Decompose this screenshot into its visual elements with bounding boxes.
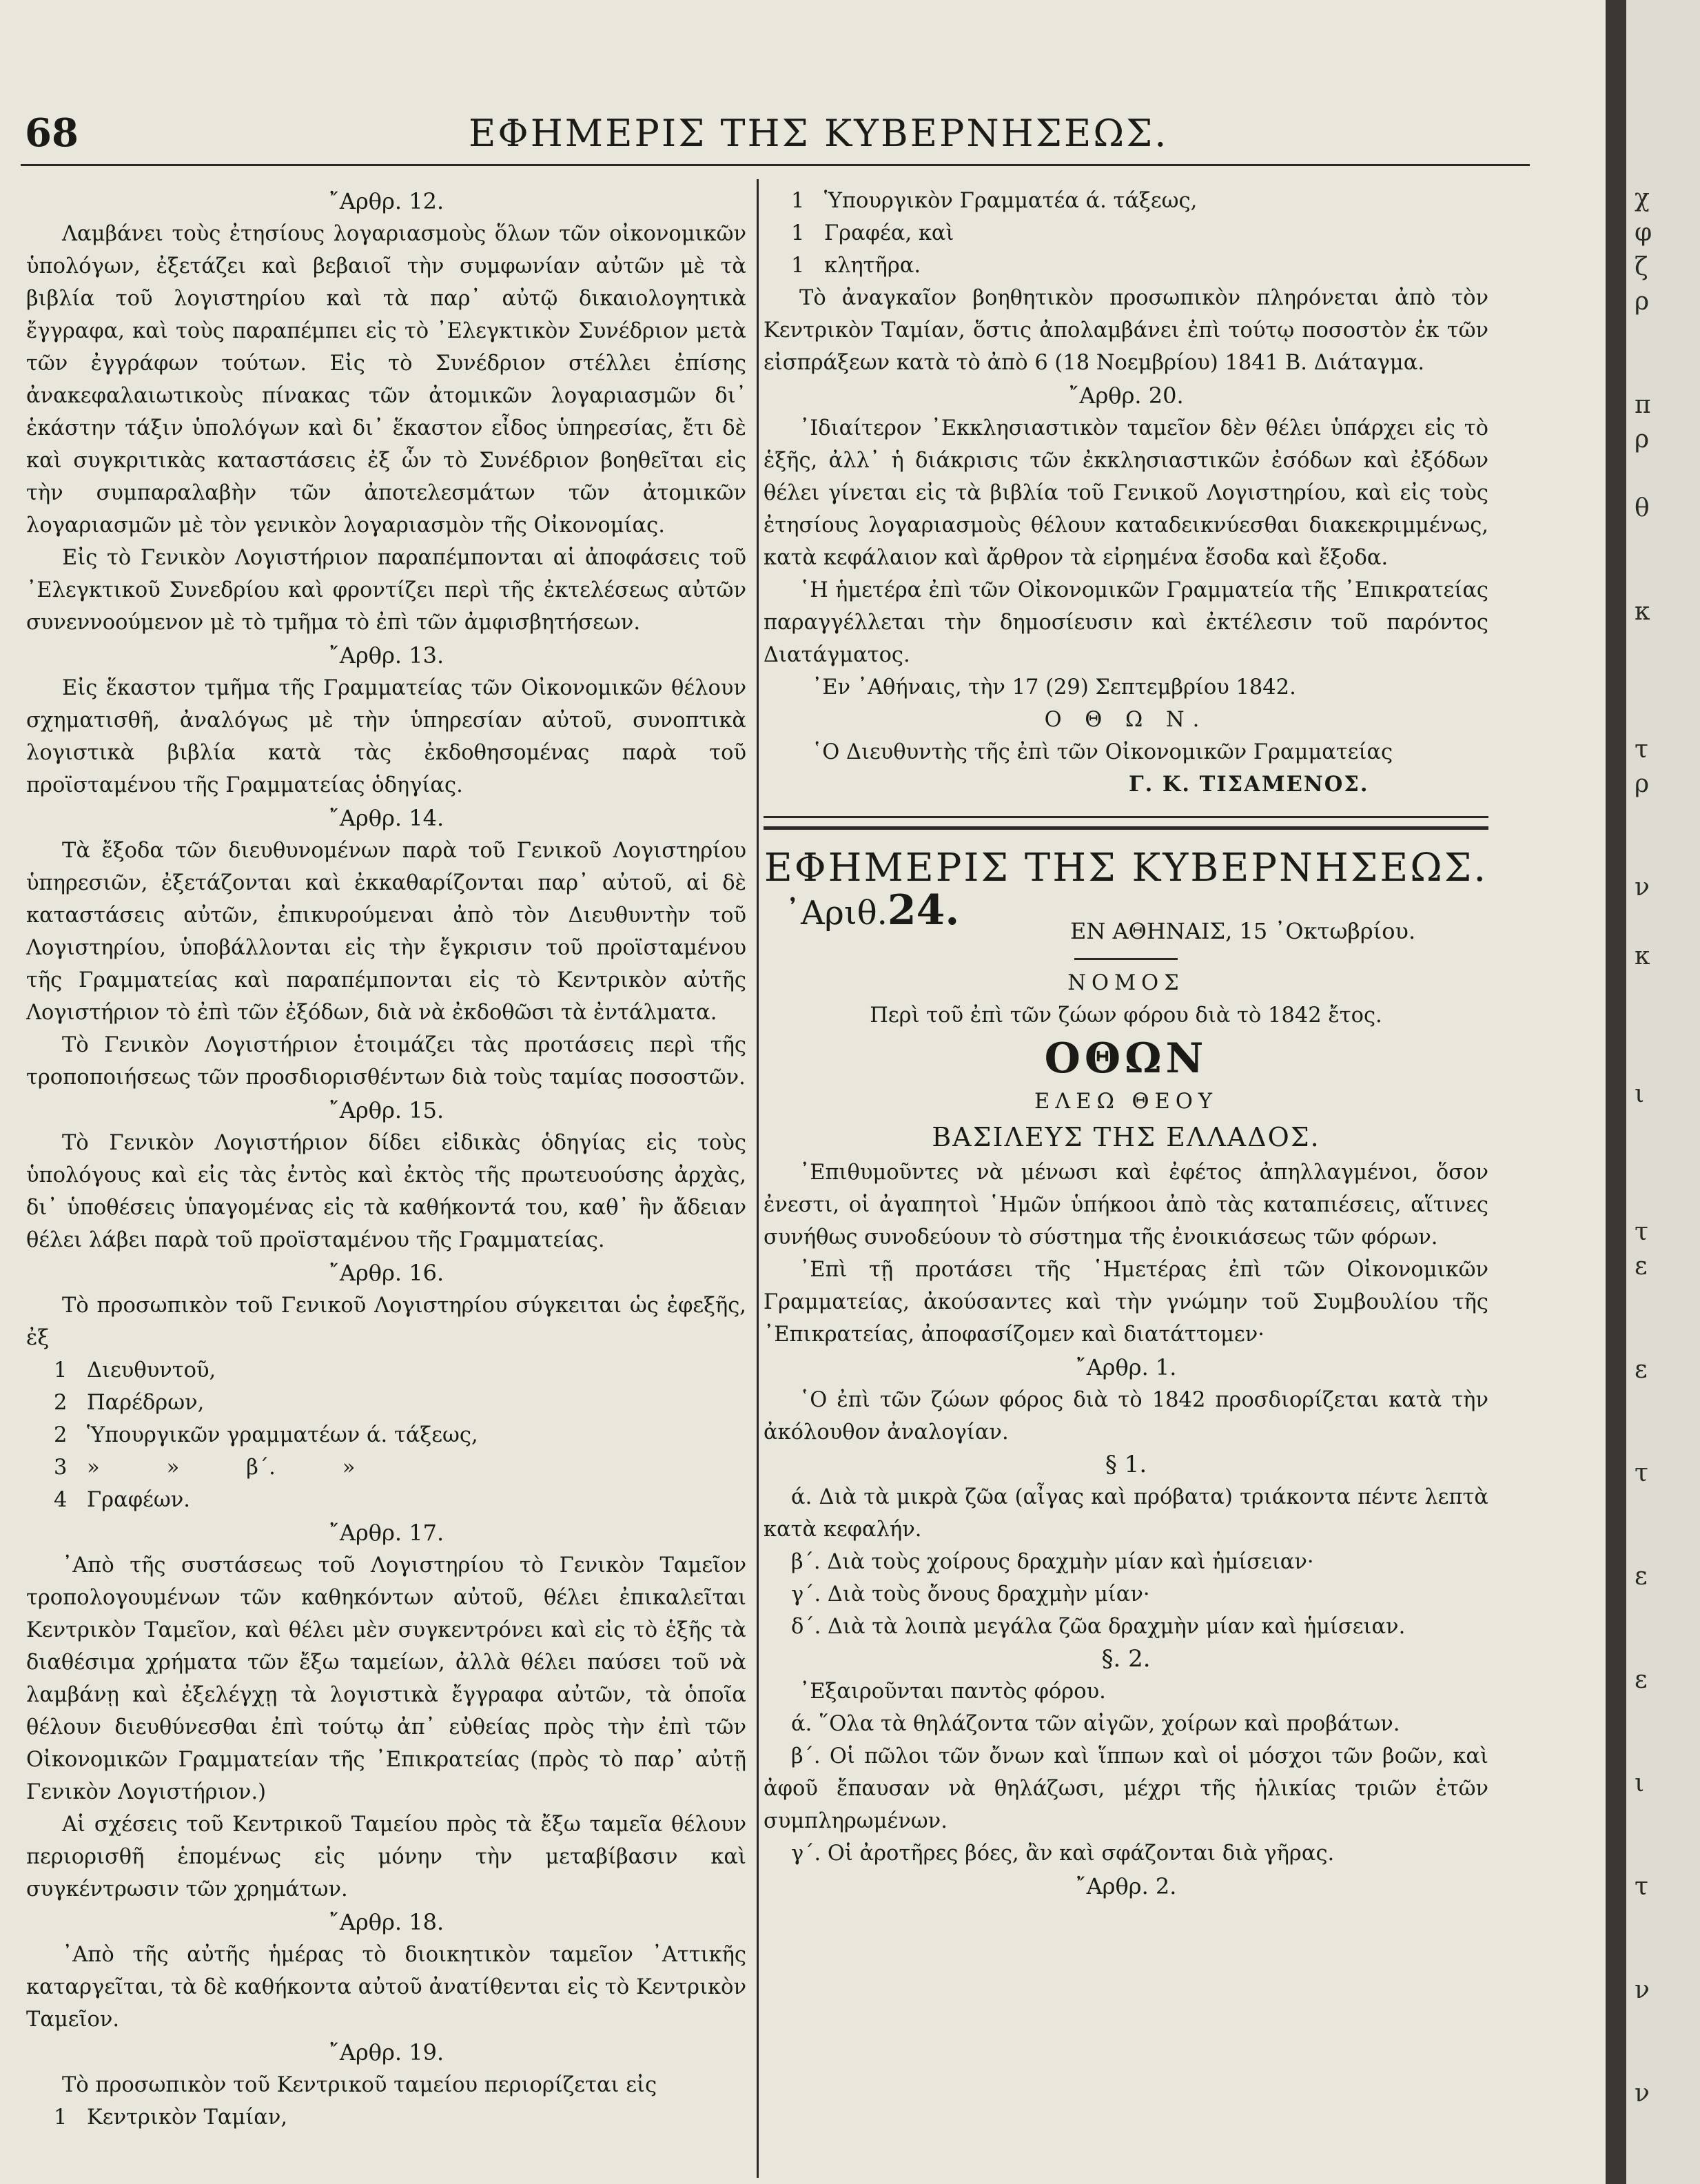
list-count: 1 <box>791 189 805 213</box>
text-fragment: ν <box>1635 1976 1650 2004</box>
article-heading: ῎Αρθρ. 1. <box>1075 1354 1177 1380</box>
list-count: 1 <box>54 1358 68 1382</box>
paragraph: Εἰς τὸ Γενικὸν Λογιστήριον παραπέμπονται αἱ ἀποφάσεις τοῦ ᾽Ελεγκτικοῦ Συνεδρίου καὶ φροντίζει περὶ τῆς ἐκτελέσεως αὐτῶν συνεννοούμενον μὲ τὸ τμῆμα τὸ ἐπὶ τῶν ἀμφισβητήσεων. <box>26 546 746 635</box>
article-heading: ῎Αρθρ. 15. <box>328 1097 444 1123</box>
list-item: ά. Διὰ τὰ μικρὰ ζῶα (αἶγας καὶ πρόβατα) τριάκοντα πέντε λεπτὰ κατὰ κεφαλήν. <box>764 1485 1488 1542</box>
article-heading: ῎Αρθρ. 12. <box>328 188 444 214</box>
list-count: 1 <box>791 254 805 278</box>
paragraph: Λαμβάνει τοὺς ἐτησίους λογαριασμοὺς ὅλων τῶν οἰκονομικῶν ὑπολόγων, ἐξετάζει καὶ βεβαιοῖ τὴν συμφωνίαν αὐτῶν μὲ τὰ βιβλία τοῦ λογιστηρίου καὶ τὰ παρ᾽ αὐτῷ δικαιολογητικὰ ἔγγραφα, καὶ τοὺς παραπέμπει εἰς τὸ ᾽Ελεγκτικὸν Συνέδριον μετὰ τῶν ἐγγράφων τούτων. Εἰς τὸ Συνέδριον στέλλει ἐπίσης ἀνακεφαλαιωτικοὺς πίνακας τῶν ἀτομικῶν λογαριασμῶν δι᾽ ἑκάστην τάξιν ὑπολόγων καὶ δι᾽ ἕκαστον εἶδος ὑπηρεσίας, ἔτι δὲ καὶ συγκριτικὰς καταστάσεις ἐξ ὧν τὸ Συνέδριον βοηθεῖται εἰς τὴν συμπαραλαβὴν τῶν ἀποτελεσμάτων τῶν ἀτομικῶν λογαριασμῶν μὲ τὸν γενικὸν λογαριασμὸν τῆς Οἰκονομίας. <box>26 222 746 538</box>
preamble: ᾽Επὶ τῇ προτάσει τῆς ῾Ημετέρας ἐπὶ τῶν Οἰκονομικῶν Γραμματείας, ἀκούσαντες καὶ τὴν γνώμην τοῦ Συμβουλίου τῆς ᾽Επικρατείας, ἀποφασίζομεν καὶ διατάττομεν· <box>764 1258 1488 1347</box>
article-heading: ῎Αρθρ. 13. <box>328 642 444 669</box>
paragraph: Τὸ Γενικὸν Λογιστήριον ἑτοιμάζει τὰς προτάσεις περὶ τῆς τροποποιήσεως τῶν προσδιορισθέντων διὰ τοὺς ταμίας ποσοστῶν. <box>26 1033 746 1090</box>
list-item <box>54 1451 746 1484</box>
list-item <box>54 1419 746 1451</box>
paragraph: ῾Η ἡμετέρα ἐπὶ τῶν Οἰκονομικῶν Γραμματεία τῆς ᾽Επικρατείας παραγγέλλεται τὴν δημοσίευσιν καὶ ἐκτέλεσιν τοῦ παρόντος Διατάγματος. <box>764 578 1488 667</box>
article-heading: ῎Αρθρ. 14. <box>328 805 444 831</box>
paragraph: ᾽Απὸ τῆς αὐτῆς ἡμέρας τὸ διοικητικὸν ταμεῖον ᾽Αττικῆς καταργεῖται, τὰ δὲ καθήκοντα αὐτοῦ ἀνατίθενται εἰς τὸ Κεντρικὸν Ταμεῖον. <box>26 1943 746 2032</box>
article-heading: ῎Αρθρ. 20. <box>1068 382 1184 409</box>
list-count: 1 <box>791 221 805 245</box>
list-item <box>54 1484 746 1516</box>
list-text: Γραφέα, καὶ <box>824 221 954 245</box>
list-item: γ΄. Διὰ τοὺς ὄνους δραχμὴν μίαν· <box>791 1582 1150 1606</box>
list-count: 4 <box>54 1488 68 1512</box>
section-double-rule <box>764 816 1488 830</box>
list-text: Ὑπουργικὸν Γραμματέα ά. τάξεως, <box>824 189 1198 213</box>
text-fragment: θ <box>1635 494 1650 522</box>
article-heading: ῎Αρθρ. 16. <box>328 1260 444 1286</box>
paragraph: Τὰ ἔξοδα τῶν διευθυνομένων παρὰ τοῦ Γενικοῦ Λογιστηρίου ὑπηρεσιῶν, ἐξετάζονται καὶ ἐκκαθαρίζονται παρ᾽ αὐτοῦ, αἱ δὲ καταστάσεις αὐτῶν, ἐπικυρούμεναι ἀπὸ τὸν Διευθυντὴν τοῦ Λογιστηρίου, ὑποβάλλονται εἰς τὴν ἔγκρισιν τοῦ προϊσταμένου τῆς Γραμματείας καὶ παραπέμπονται εἰς τὸ Κεντρικὸν αὐτῆς Λογιστήριον τὸ ἐπὶ τῶν ἐξόδων, διὰ νὰ ἐκδοθῶσι τὰ ἐντάλματα. <box>26 839 746 1025</box>
left-column <box>26 185 746 2134</box>
next-page-edge <box>1626 0 1700 2184</box>
text-fragment: φ <box>1635 218 1652 247</box>
page-number: 68 <box>25 110 79 156</box>
list-item <box>791 217 1488 249</box>
text-fragment: τ <box>1635 1459 1648 1487</box>
paragraph: Εἰς ἕκαστον τμῆμα τῆς Γραμματείας τῶν Οἰκονομικῶν θέλουν σχηματισθῆ, ἀναλόγως μὲ τὴν ὑπηρεσίαν αὐτοῦ, συνοπτικὰ λογιστικὰ βιβλία κατὰ τὰς ἐκδοθησομένας παρὰ τοῦ προϊσταμένου τῆς Γραμματείας ὁδηγίας. <box>26 676 746 797</box>
paragraph: ῾Ο ἐπὶ τῶν ζώων φόρος διὰ τὸ 1842 προσδιορίζεται κατὰ τὴν ἀκόλουθον ἀναλογίαν. <box>764 1388 1488 1445</box>
issue-number <box>784 886 960 935</box>
text-fragment: ρ <box>1635 770 1650 798</box>
list-item: γ΄. Οἱ ἀροτῆρες βόες, ἂν καὶ σφάζονται διὰ γῆρας. <box>791 1841 1335 1866</box>
list-item <box>54 1387 746 1419</box>
text-fragment: ι <box>1635 1769 1645 1797</box>
king-name: ΟΘΩΝ <box>1044 1034 1208 1083</box>
list-item: β΄. Οἱ πῶλοι τῶν ὄνων καὶ ἵππων καὶ οἱ μόσχοι τῶν βοῶν, καὶ ἀφοῦ ἔπαυσαν νὰ θηλάζωσι, μέχρι τῆς ἡλικίας τριῶν ἐτῶν συμπληρωμένων. <box>764 1744 1488 1833</box>
section-heading: § 1. <box>1105 1451 1147 1478</box>
list-item <box>54 2101 746 2134</box>
header-rule <box>21 164 1530 166</box>
text-fragment: ρ <box>1635 287 1650 316</box>
staff-list <box>26 2101 746 2134</box>
column-divider <box>757 179 759 2178</box>
paragraph: Αἱ σχέσεις τοῦ Κεντρικοῦ Ταμείου πρὸς τὰ ἔξω ταμεῖα θέλουν περιορισθῆ ἑπομένως εἰς μόνην τὴν μεταβίβασιν καὶ συγκέντρωσιν τῶν χρημάτων. <box>26 1813 746 1901</box>
article-heading: ῎Αρθρ. 18. <box>328 1909 444 1935</box>
paragraph: ᾽Εξαιροῦνται παντὸς φόρου. <box>799 1680 1106 1704</box>
signature-role: ῾Ο Διευθυντὴς τῆς ἐπὶ τῶν Οἰκονομικῶν Γραμματείας <box>812 740 1393 764</box>
list-count: 1 <box>54 2105 68 2130</box>
list-count: 2 <box>54 1423 68 1447</box>
paragraph: Τὸ ἀναγκαῖον βοηθητικὸν προσωπικὸν πληρόνεται ἀπὸ τὸν Κεντρικὸν Ταμίαν, ὅστις ἀπολαμβάνει ἐπὶ τούτῳ ποσοστὸν ἐκ τῶν εἰσπράξεων κατὰ τὸ ἀπὸ 6 (18 Νοεμβρίου) 1841 Β. Διάταγμα. <box>764 286 1488 375</box>
list-item: β΄. Διὰ τοὺς χοίρους δραχμὴν μίαν καὶ ἡμίσειαν· <box>791 1550 1314 1574</box>
list-item: ά. ῞Ολα τὰ θηλάζοντα τῶν αἰγῶν, χοίρων καὶ προβάτων. <box>791 1712 1400 1736</box>
list-text: Διευθυντοῦ, <box>87 1358 216 1382</box>
text-fragment: τ <box>1635 1218 1648 1246</box>
list-count: 3 <box>54 1456 68 1480</box>
running-head: ΕΦΗΜΕΡΙΣ ΤΗΣ ΚΥΒΕΡΝΗΣΕΩΣ. <box>469 112 1169 155</box>
law-subject: Περὶ τοῦ ἐπὶ τῶν ζώων φόρου διὰ τὸ 1842 ἔτος. <box>870 1003 1382 1028</box>
text-fragment: ι <box>1635 1080 1645 1108</box>
list-item <box>54 1354 746 1387</box>
text-fragment: ε <box>1635 1562 1648 1591</box>
article-heading: ῎Αρθρ. 17. <box>328 1520 444 1546</box>
text-fragment: ε <box>1635 1252 1648 1280</box>
text-fragment: κ <box>1635 598 1650 626</box>
list-text: Γραφέων. <box>87 1488 190 1512</box>
signature-minister: Γ. Κ. ΤΙΣΑΜΕΝΟΣ. <box>1129 772 1369 797</box>
text-fragment: ε <box>1635 1356 1648 1384</box>
signature-king: Ο Θ Ω Ν. <box>1044 708 1208 732</box>
paragraph: ᾽Ιδιαίτερον ᾽Εκκλησιαστικὸν ταμεῖον δὲν θέλει ὑπάρχει εἰς τὸ ἑξῆς, ἀλλ᾽ ἡ διάκρισις τῶν ἐκκλησιαστικῶν ἐσόδων καὶ ἐξόδων θέλει γίνεται εἰς τὰ βιβλία τοῦ Γενικοῦ Λογιστηρίου, καὶ εἰς τοὺς ἐτησίους λογαριασμοὺς θέλουν καταδεικνύεσθαι διακεκριμμένως, κατὰ κεφάλαιον καὶ ἄρθρον τὰ εἰρημένα ἔσοδα καὶ ἔξοδα. <box>764 416 1488 570</box>
preamble: ᾽Επιθυμοῦντες νὰ μένωσι καὶ ἐφέτος ἀπηλλαγμένοι, ὅσον ἐνεστι, οἱ ἀγαπητοὶ ῾Ημῶν ὑπήκοοι ἀπὸ τὰς καταπιέσεις, αἵτινες συνήθως συνοδεύουν τὸ σύστημα τῆς ἐνοικιάσεως τῶν φόρων. <box>764 1161 1488 1249</box>
text-fragment: ρ <box>1635 425 1650 453</box>
paragraph: ᾽Απὸ τῆς συστάσεως τοῦ Λογιστηρίου τὸ Γενικὸν Ταμεῖον τροπολογουμένων τῶν καθηκόντων αὐτοῦ, θέλει ἐπικαλεῖται Κεντρικὸν Ταμεῖον, καὶ θέλει μὲν συγκεντρόνει καὶ εἰς τὸ ἑξῆς τὰ διαθέσιμα χρήματα τῶν ἔξω ταμείων, ἀλλὰ θέλει παύσει τοῦ νὰ λαμβάνῃ καὶ ἐξελέγχῃ τὰ λογιστικὰ ἔγγραφα αὐτῶν, τὰ ὁποῖα θέλουν διευθύνεσθαι ἐπὶ τούτῳ ἀπ᾽ εὐθείας πρὸς τὴν ἐπὶ τῶν Οἰκονομικῶν Γραμματείαν τῆς ᾽Επικρατείας (πρὸς τὸ παρ᾽ αὐτῇ Γενικὸν Λογιστήριον.) <box>26 1553 746 1804</box>
section-heading: §. 2. <box>1101 1645 1151 1673</box>
short-rule <box>1074 958 1178 960</box>
signature-date: ᾽Εν ᾽Αθήναις, τὴν 17 (29) Σεπτεμβρίου 1842. <box>812 675 1296 700</box>
text-fragment: ν <box>1635 2079 1650 2108</box>
paragraph: Τὸ Γενικὸν Λογιστήριον δίδει εἰδικὰς ὁδηγίας εἰς τοὺς ὑπολόγους καὶ εἰς τὰς ἐντὸς καὶ ἐκτὸς τῆς πρωτευούσης ἀρχὰς, δι᾽ ὑποθέσεις ὑπαγομένας εἰς τὰ καθήκοντά του, καθ᾽ ἣν ἄδειαν θέλει λάβει παρὰ τοῦ προϊσταμένου τῆς Γραμματείας. <box>26 1131 746 1252</box>
text-fragment: ν <box>1635 873 1650 901</box>
staff-list <box>26 1354 746 1516</box>
text-fragment: ζ <box>1635 253 1648 281</box>
book-gutter <box>1606 0 1626 2184</box>
article-heading: ῎Αρθρ. 2. <box>1075 1873 1177 1899</box>
dateline: ΕΝ ΑΘΗΝΑΙΣ, 15 ᾽Οκτωβρίου. <box>1070 918 1416 944</box>
article-heading: ῎Αρθρ. 19. <box>328 2039 444 2065</box>
issue-label: ᾽Αριθ. <box>784 894 888 932</box>
text-fragment: χ <box>1635 184 1650 212</box>
issue-value: 24. <box>887 886 960 935</box>
list-item <box>791 249 1488 282</box>
list-item <box>791 185 1488 217</box>
issue-row <box>764 886 1488 952</box>
text-fragment: ε <box>1635 1666 1648 1694</box>
king-title: ΒΑΣΙΛΕΥΣ ΤΗΣ ΕΛΛΑΔΟΣ. <box>932 1122 1320 1152</box>
text-fragment: τ <box>1635 1872 1648 1901</box>
staff-list <box>764 185 1488 282</box>
list-text: Ὑπουργικῶν γραμματέων ά. τάξεως, <box>87 1423 478 1447</box>
right-column <box>764 185 1488 1903</box>
paragraph: Τὸ προσωπικὸν τοῦ Γενικοῦ Λογιστηρίου σύγκειται ὡς ἐφεξῆς, ἐξ <box>26 1294 746 1350</box>
list-text: » » β΄. » <box>87 1456 356 1480</box>
text-fragment: κ <box>1635 942 1650 970</box>
gazette-title: ΕΦΗΜΕΡΙΣ ΤΗΣ ΚΥΒΕΡΝΗΣΕΩΣ. <box>764 846 1488 890</box>
law-label: ΝΟΜΟΣ <box>1067 971 1185 995</box>
list-item: δ΄. Διὰ τὰ λοιπὰ μεγάλα ζῶα δραχμὴν μίαν καὶ ἡμίσειαν. <box>791 1615 1406 1639</box>
text-fragment: τ <box>1635 735 1648 764</box>
paragraph: Τὸ προσωπικὸν τοῦ Κεντρικοῦ ταμείου περιορίζεται εἰς <box>62 2073 657 2097</box>
list-text: Κεντρικὸν Ταμίαν, <box>87 2105 288 2130</box>
text-fragment: π <box>1635 391 1651 419</box>
list-text: κλητῆρα. <box>824 254 921 278</box>
grace-of-god: ΕΛΕΩ ΘΕΟΥ <box>1034 1090 1218 1114</box>
list-count: 2 <box>54 1391 68 1415</box>
list-text: Παρέδρων, <box>87 1391 205 1415</box>
